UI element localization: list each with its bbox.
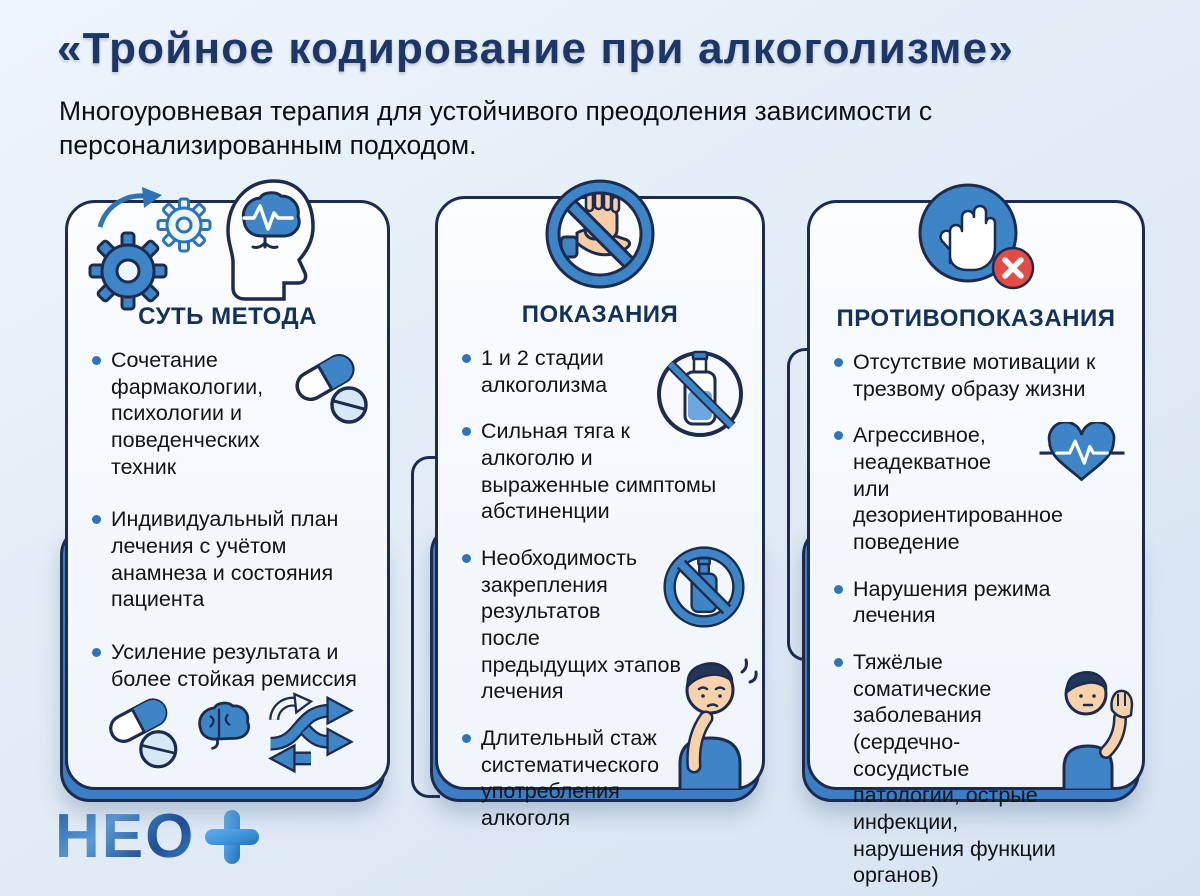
bullet-text: Нарушения режима лечения [853,576,1051,628]
bullet-text: Тяжёлые соматические заболевания (сердечно-сосудистые патологии, острые инфекции, нарушения функции органов) [853,649,1056,888]
man-raising-hand-illustration [1048,664,1140,790]
bullet-item [92,506,373,613]
page-title: «Тройное кодирование при алкоголизме» [57,24,1015,73]
bullet-text: 1 и 2 стадии алкоголизма [481,346,608,397]
logo-plus-icon [203,808,261,866]
bullet-item [92,347,373,480]
bullet-text: Агрессивное, неадекватное или дезориентированное поведение [853,423,1063,554]
pills-brain-arrows-icons [88,683,373,775]
bullet-text: Сильная тяга к алкоголю и выраженные симптомы абстиненции [481,419,717,524]
bullet-text: Отсутствие мотивации к трезвому образу жизни [853,350,1096,401]
bullet-list [810,349,1142,889]
no-hands-prohibition-icon [539,173,661,295]
logo [55,802,261,871]
bullet-text: Длительный стаж систематического употребления алкоголя [481,725,660,830]
card-title: СУТЬ МЕТОДА [138,303,317,330]
brain-icon [200,703,249,748]
bullet-item [834,576,1128,629]
bullet-text: Сочетание фармакологии, психологии и поведенческих техник [111,348,264,479]
shuffle-arrows-icon [271,694,352,771]
card-title: ПРОТИВОПОКАЗАНИЯ [836,305,1116,332]
page-subtitle: Многоуровневая терапия для устойчивого преодоления зависимости с персонализированным подходом. [59,96,933,161]
bullet-text: Усиление результата и более стойкая ремиссия [111,639,357,691]
bullet-item [834,349,1128,402]
bullet-item [462,418,748,525]
bullet-text: Индивидуальный план лечения с учётом анамнеза и состояния пациента [111,507,339,612]
bullet-list [68,347,387,692]
no-alcohol-bottle-filled-icon [660,545,748,629]
bullet-item [462,345,748,398]
card-indications [435,196,765,830]
card-title: ПОКАЗАНИЯ [521,301,679,328]
bullet-text: Необходимость закрепления результатов после предыдущих этапов лечения [481,545,681,704]
card-contraindications [807,200,1145,888]
heart-pulse-icon [1036,422,1128,486]
logo-text: НЕО [55,802,196,871]
bullet-item [834,422,1128,555]
pills-icon [291,347,373,427]
card-method [65,200,390,790]
gears-head-brain-icon [78,175,350,317]
worried-man-illustration [654,654,758,790]
stop-hand-x-icon [910,175,1042,297]
